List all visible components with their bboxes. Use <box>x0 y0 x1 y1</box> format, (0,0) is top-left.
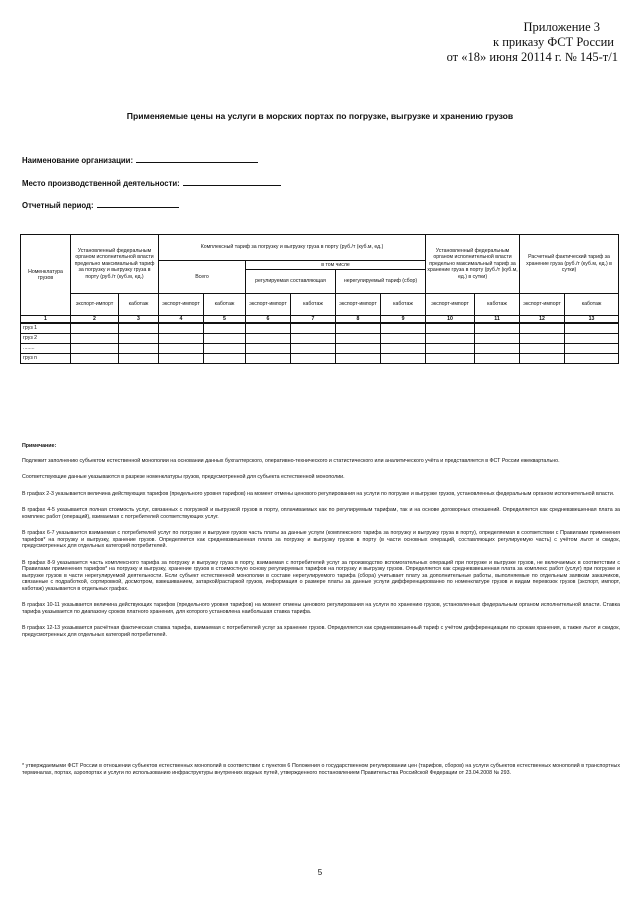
organization-blank-line <box>136 155 258 163</box>
appendix-line-3: от «18» июня 20114 г. № 145-т/1 <box>446 50 618 64</box>
note-paragraph: В графах 2-3 указывается величина действующих тарифов (предельного уровня тарифов) на момент отмены ценового регулирования на услуги по погрузке и выгрузке грузов, установленных федеральным органом исполнительной власти. <box>22 490 615 497</box>
header-complex-tariff: Комплексный тариф за погрузку и выгрузку груза в порту (руб./т (куб.м, ед.) <box>159 235 426 261</box>
appendix-line-1: Приложение 3 <box>523 20 600 34</box>
table-row <box>21 353 619 363</box>
column-number: 3 <box>119 316 159 324</box>
table-cell[interactable] <box>520 333 565 343</box>
column-number: 8 <box>336 316 381 324</box>
table-cell[interactable] <box>119 323 159 333</box>
table-cell[interactable] <box>71 323 119 333</box>
table-cell[interactable] <box>426 323 475 333</box>
appendix-header <box>378 20 618 65</box>
header-export-import: экспорт-импорт <box>246 294 291 316</box>
column-number: 9 <box>381 316 426 324</box>
table-cell[interactable] <box>520 323 565 333</box>
table-cell[interactable] <box>246 343 291 353</box>
table-cell[interactable] <box>336 333 381 343</box>
header-max-tariff-loading: Установленный федеральным органом исполнительной власти предельно максимальный тариф за погрузку и выгрузку груза в порту (руб./т (куб.м, ед.) <box>71 235 159 294</box>
table-cell[interactable] <box>291 343 336 353</box>
table-cell[interactable] <box>565 323 619 333</box>
table-cell[interactable] <box>475 323 520 333</box>
table-cell[interactable] <box>204 343 246 353</box>
table-cell[interactable] <box>565 333 619 343</box>
footnote: * утверждаемыми ФСТ России в отношении субъектов естественных монополий в соответствии с пунктом 6 Положения о государственном регулировании цен (тарифов, сборов) на услуги субъектов естественных монополий в транспортных терминалах, портах, аэропортах и услуги по использованию инфраструктуры внутренних водных путей, утвержденного постановлением Правительства Российской Федерации от 23.04.2008 № 293. <box>22 763 620 776</box>
header-calc-storage-tariff: Расчетный фактический тариф за хранение груза (руб./т (куб.м, ед.) в сутки) <box>520 235 619 294</box>
header-export-import: экспорт-импорт <box>71 294 119 316</box>
column-number: 10 <box>426 316 475 324</box>
table-cell[interactable] <box>159 333 204 343</box>
note-paragraph: В графах 12-13 указывается расчётная фактическая ставка тарифа, взимаемая с потребителей услуг за хранение грузов. Определяется как средневзвешенный тариф с учётом дифференциации по срокам хранения, а также льгот и скидок, предусмотренных для отдельных категорий потребителей. <box>22 625 620 638</box>
table-cell[interactable] <box>291 333 336 343</box>
table-cell[interactable] <box>336 343 381 353</box>
table-cell[interactable] <box>159 353 204 363</box>
note-paragraph: Соответствующие данные указываются в разрезе номенклатуры грузов, предусмотренной для субъекта естественной монополии. <box>22 474 345 480</box>
table-cell[interactable] <box>426 343 475 353</box>
table-cell[interactable] <box>426 333 475 343</box>
table-row <box>21 343 619 353</box>
period-label: Отчетный период: <box>22 201 94 210</box>
place-blank-line <box>183 178 281 186</box>
table-cell[interactable] <box>336 353 381 363</box>
cargo-name: груз n <box>21 353 71 363</box>
organization-label: Наименование организации: <box>22 156 134 165</box>
column-number: 2 <box>71 316 119 324</box>
period-blank-line <box>97 200 179 208</box>
header-export-import: экспорт-импорт <box>159 294 204 316</box>
table-cell[interactable] <box>204 323 246 333</box>
table-cell[interactable] <box>291 353 336 363</box>
header-unregulated: нерегулируемый тариф (сбор) <box>336 270 426 294</box>
column-number: 13 <box>565 316 619 324</box>
note-paragraph: В графах 6-7 указывается взимаемая с потребителей услуг по погрузке и выгрузке грузов часть платы за данные услуги (комплексного тарифа за погрузку и выгрузку груза в порту), определяемая в соответствии с Правилами применения тарифов* на погрузку и выгрузку, хранение грузов. Определяется как средневзвешенная плата за погрузку и выгрузку грузов в порту (в части основных операций, составляющих регулируемую часть) с учётом льгот и скидок, предусмотренных для отдельных категорий потребителей. <box>22 530 620 549</box>
table-cell[interactable] <box>204 333 246 343</box>
document-title: Применяемые цены на услуги в морских портах по погрузке, выгрузке и хранению грузов <box>126 111 514 121</box>
table-cell[interactable] <box>381 343 426 353</box>
table-cell[interactable] <box>381 323 426 333</box>
header-cabotage: каботаж <box>475 294 520 316</box>
table-cell[interactable] <box>246 333 291 343</box>
header-cabotage: каботаж <box>119 294 159 316</box>
table-cell[interactable] <box>246 323 291 333</box>
table-cell[interactable] <box>71 333 119 343</box>
table-cell[interactable] <box>381 333 426 343</box>
table-cell[interactable] <box>381 353 426 363</box>
header-regulated: регулируемая составляющая <box>246 270 336 294</box>
header-cabotage: каботаж <box>291 294 336 316</box>
tariff-table <box>20 234 619 364</box>
table-cell[interactable] <box>119 353 159 363</box>
header-max-tariff-storage: Установленный федеральным органом исполнительной власти предельно максимальный тариф за хранение груза в порту (руб./т (куб.м, ед.) в сутки) <box>426 235 520 294</box>
table-cell[interactable] <box>426 353 475 363</box>
organization-field <box>22 155 258 165</box>
header-export-import: экспорт-импорт <box>336 294 381 316</box>
period-field <box>22 200 179 210</box>
table-row <box>21 323 619 333</box>
column-number: 7 <box>291 316 336 324</box>
table-cell[interactable] <box>159 323 204 333</box>
cargo-name: груз 1 <box>21 323 71 333</box>
notes-section <box>22 443 620 648</box>
table-cell[interactable] <box>119 343 159 353</box>
note-paragraph: Подлежит заполнению субъектом естественной монополии на основании данных бухгалтерского, оперативно-технического и статистического или аналитического учёта и представляется в ФСТ России ежеквартально. <box>22 457 560 464</box>
cargo-name: груз 2 <box>21 333 71 343</box>
table-cell[interactable] <box>475 343 520 353</box>
place-field <box>22 178 281 188</box>
table-cell[interactable] <box>520 343 565 353</box>
header-cabotage: каботаж <box>381 294 426 316</box>
table-cell[interactable] <box>520 353 565 363</box>
note-paragraph: В графах 10-11 указывается величина действующих тарифов (предельного уровня тарифов) на момент отмены ценового регулирования на услуги по хранению грузов, установленных федеральным органом исполнительной власти. Ставка тарифа указывается по диапазону сроков платного хранения, для которого установлена наибольшая ставка тарифа. <box>22 602 620 615</box>
table-cell[interactable] <box>246 353 291 363</box>
header-export-import: экспорт-импорт <box>426 294 475 316</box>
header-cabotage: каботаж <box>204 294 246 316</box>
column-number: 4 <box>159 316 204 324</box>
table-row <box>21 333 619 343</box>
table-cell[interactable] <box>565 343 619 353</box>
header-export-import: экспорт-импорт <box>520 294 565 316</box>
table-cell[interactable] <box>565 353 619 363</box>
cargo-name: ........ <box>21 343 71 353</box>
table-cell[interactable] <box>204 353 246 363</box>
table-cell[interactable] <box>291 323 336 333</box>
header-nomenclature: Номенклатура грузов <box>21 235 71 316</box>
column-number: 5 <box>204 316 246 324</box>
appendix-line-2: к приказу ФСТ России <box>493 35 614 49</box>
note-paragraph: В графах 4-5 указывается полная стоимость услуг, связанных с погрузкой и выгрузкой грузов в порту, оплачиваемых как по регулируемым тарифам, так и на основе договорных отношений. Определяется как средневзвешенная плата за комплекс работ (операций), взимаемая с потребителей соответствующих услуг. <box>22 507 620 520</box>
notes-header: Примечание: <box>22 443 57 449</box>
page-number: 5 <box>317 868 323 877</box>
table-cell[interactable] <box>119 333 159 343</box>
column-number: 1 <box>21 316 71 324</box>
column-number: 11 <box>475 316 520 324</box>
table-cell[interactable] <box>475 333 520 343</box>
column-number: 12 <box>520 316 565 324</box>
table-cell[interactable] <box>336 323 381 333</box>
table-cell[interactable] <box>71 343 119 353</box>
header-total: Всего <box>159 261 246 294</box>
table-cell[interactable] <box>475 353 520 363</box>
note-paragraph: В графах 8-9 указывается часть комплексного тарифа за погрузку и выгрузку груза в порту, взимаемая с потребителей услуг за производство вспомогательных операций при погрузке и выгрузке грузов, не включаемых в соответствии с Правилами применения тарифов* на погрузку и выгрузку, хранение грузов в стоимостную основу регулируемых тарифов на погрузку и выгрузку грузов. Определяется как средневзвешенная плата за комплекс работ (услуг) при погрузке и выгрузке грузов в части нерегулируемой деятельности. Если субъект естественной монополии в составе нерегулируемого тарифа (сбора) учитывает плату за дополнительные работы, выполняемые по отдельным заявкам заказчиков, связанные с подработкой, сортировкой, досмотром, взвешиванием, затаркой/растаркой грузов, информация о размере платы за данные услуги дифференцированно по номенклатуре грузов и видам перевозок грузов (экспорт, импорт, каботаж) указывается в отдельных графах. <box>22 559 620 592</box>
table-cell[interactable] <box>71 353 119 363</box>
header-cabotage: каботаж <box>565 294 619 316</box>
place-label: Место производственной деятельности: <box>22 179 180 188</box>
table-cell[interactable] <box>159 343 204 353</box>
column-number: 6 <box>246 316 291 324</box>
header-including: в том числе <box>246 261 426 270</box>
